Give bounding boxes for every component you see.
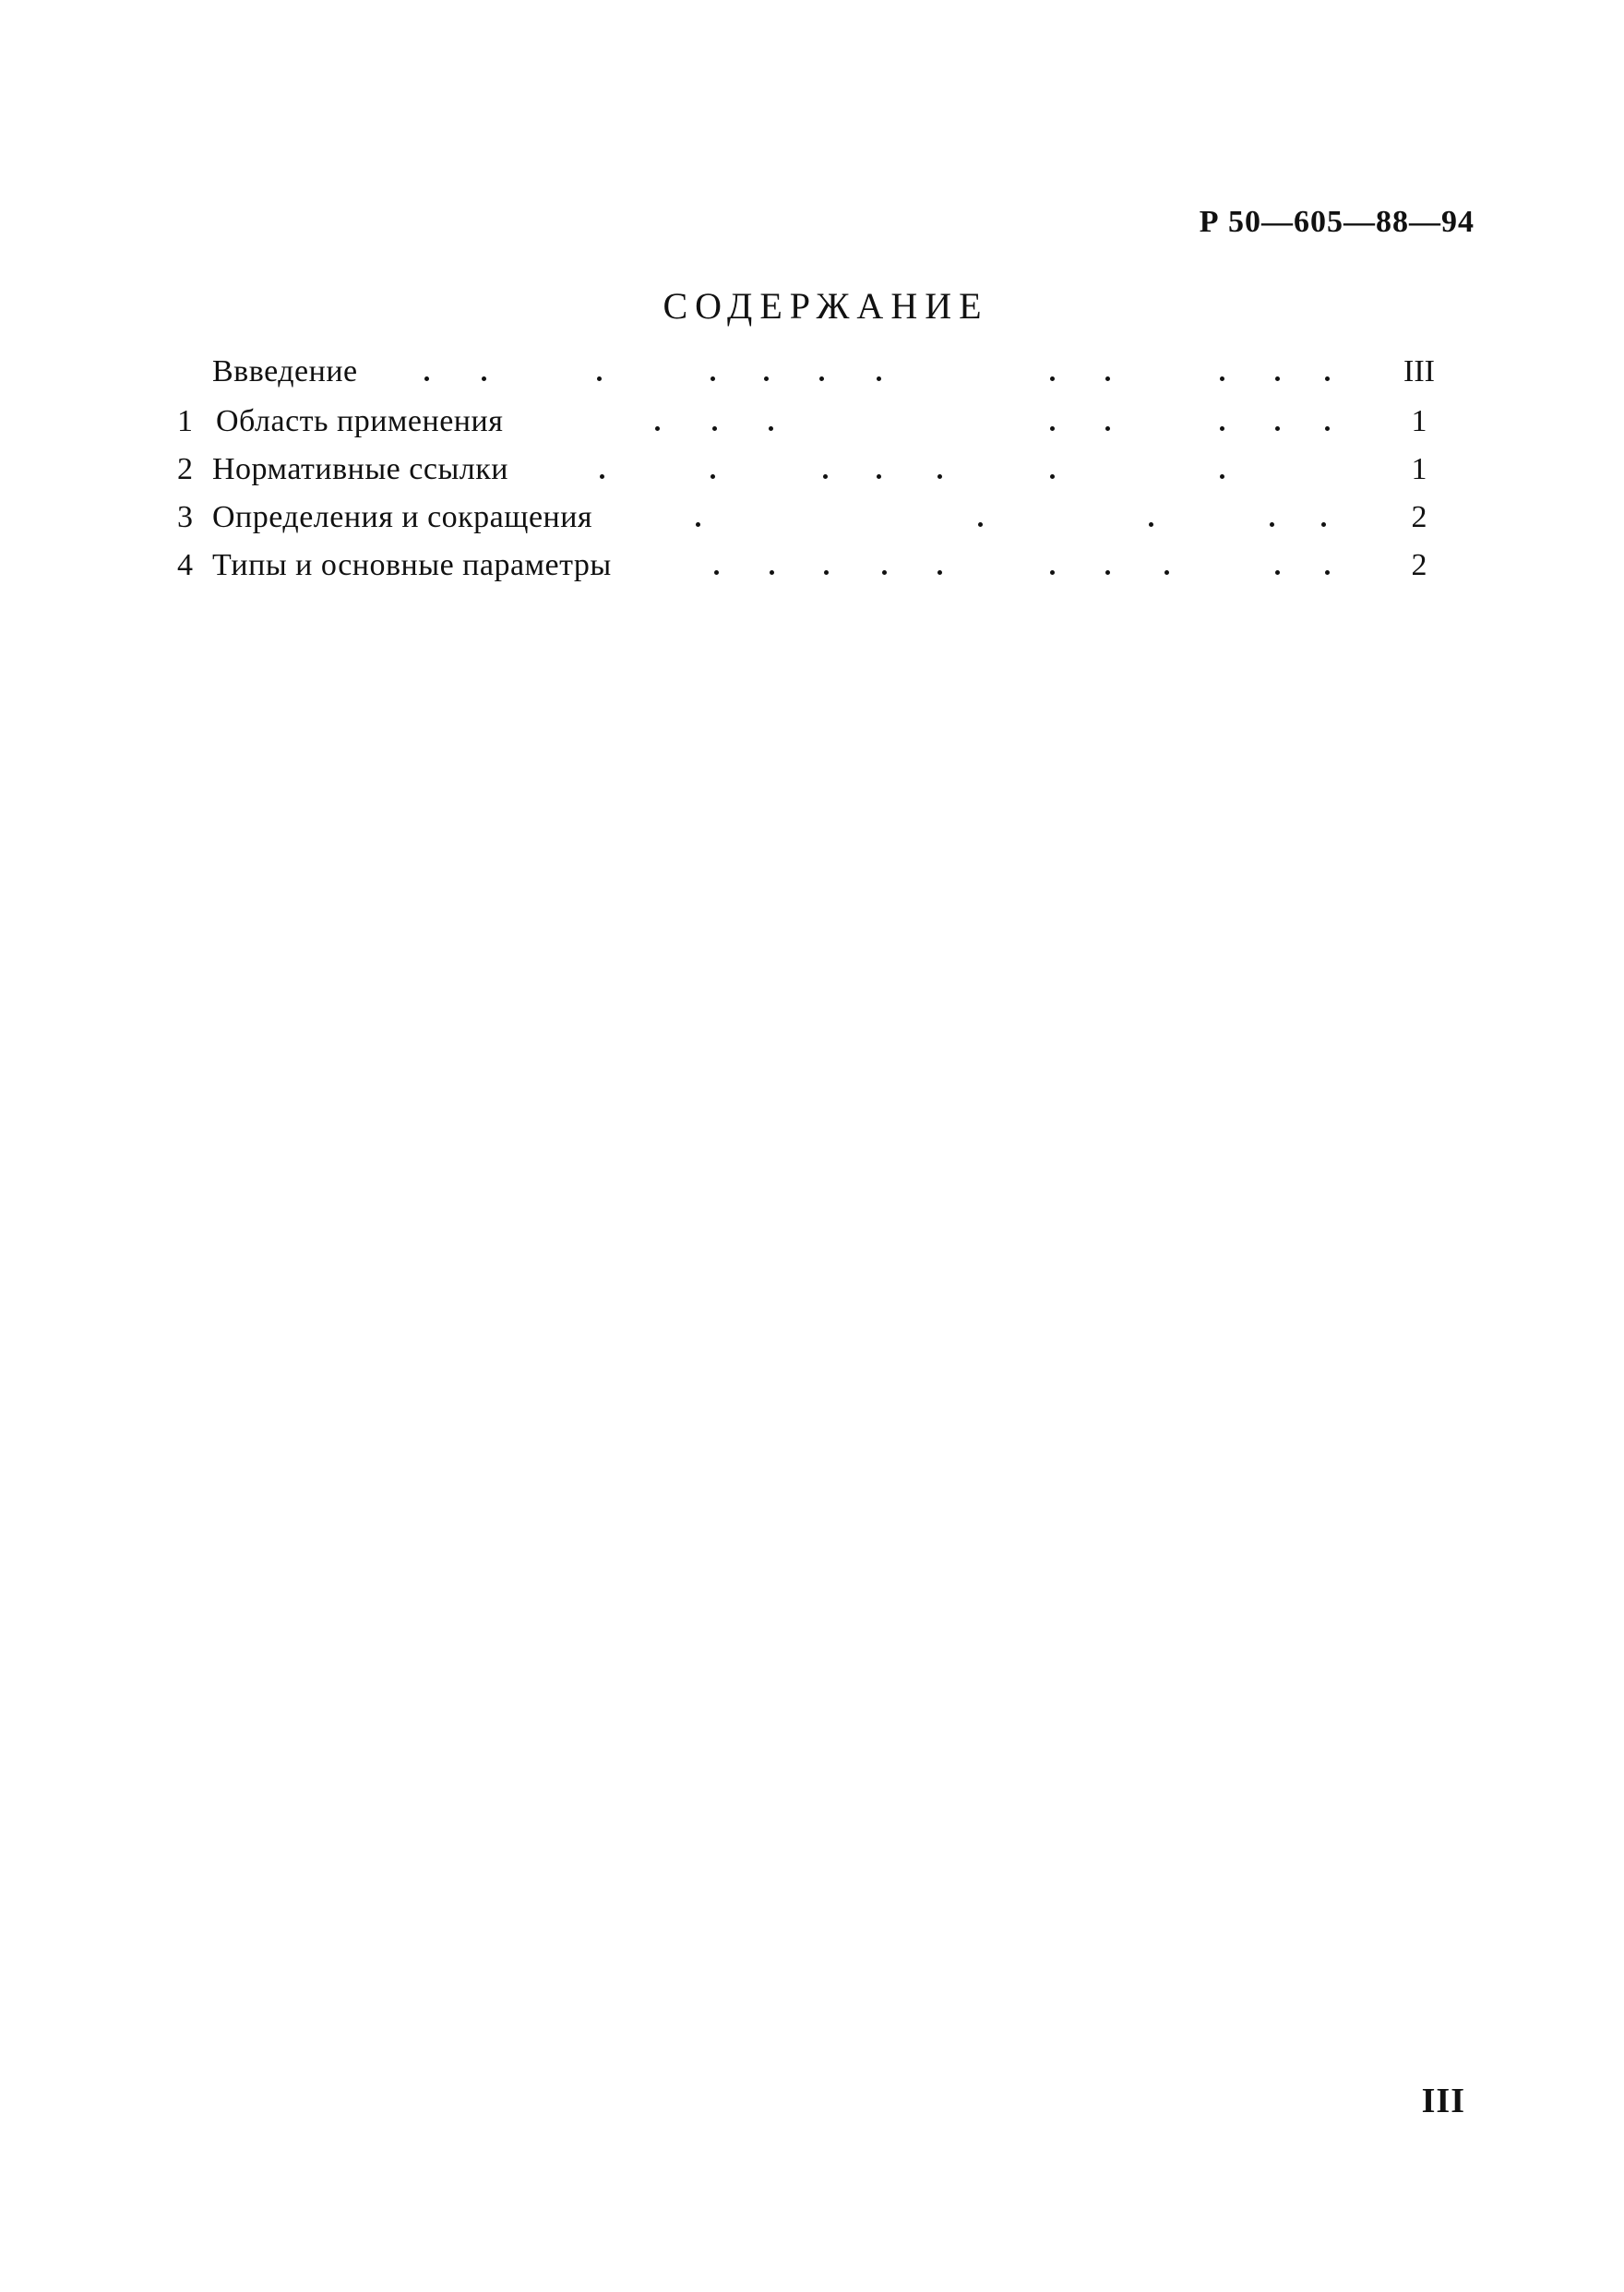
page-number: III (1421, 2082, 1465, 2120)
toc-item[interactable] (0, 399, 1624, 445)
toc-list (0, 349, 1624, 607)
toc-item[interactable] (0, 543, 1624, 589)
toc-item-page: III (1403, 354, 1435, 388)
toc-item-label: Область применения (216, 404, 504, 438)
toc-dot-leader (0, 543, 1624, 589)
toc-title: СОДЕРЖАНИЕ (663, 285, 989, 327)
toc-item-number: 4 (177, 548, 193, 582)
toc-item-page: 2 (1411, 500, 1427, 534)
toc-item-number: 1 (177, 404, 193, 438)
toc-dot-leader (0, 399, 1624, 445)
toc-item-label: Ввведение (212, 354, 358, 388)
toc-item-label: Определения и сокращения (212, 500, 593, 534)
toc-item-label: Типы и основные параметры (212, 548, 612, 582)
toc-dot-leader (0, 495, 1624, 541)
toc-item[interactable] (0, 447, 1624, 493)
toc-item-page: 2 (1411, 548, 1427, 582)
toc-item-number: 3 (177, 500, 193, 534)
toc-item-page: 1 (1411, 404, 1427, 438)
toc-item-number: 2 (177, 452, 193, 486)
toc-dot-leader (0, 349, 1624, 395)
toc-item-page: 1 (1411, 452, 1427, 486)
toc-item-label: Нормативные ссылки (212, 452, 508, 486)
toc-item[interactable] (0, 349, 1624, 395)
toc-dot-leader (0, 447, 1624, 493)
document-code: Р 50—605—88—94 (1199, 205, 1475, 239)
toc-item[interactable] (0, 495, 1624, 541)
